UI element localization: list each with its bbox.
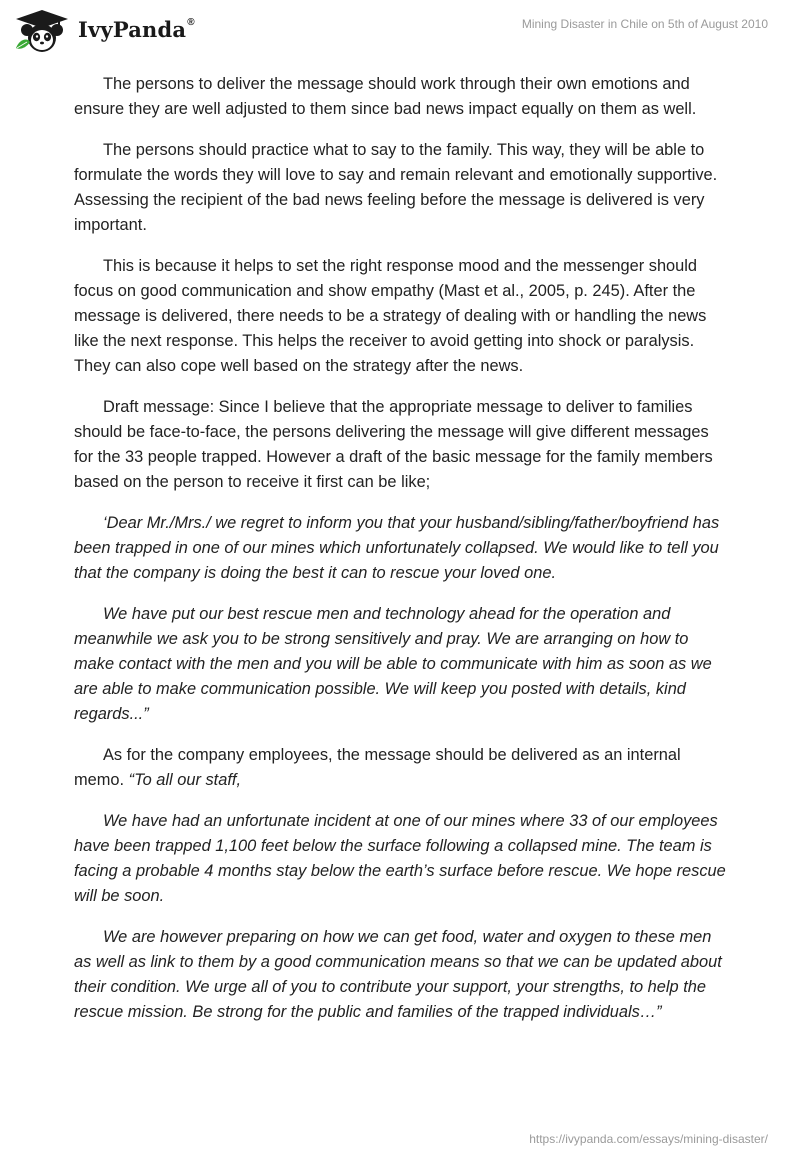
panda-graduate-icon <box>14 8 70 54</box>
quoted-paragraph: ‘Dear Mr./Mrs./ we regret to inform you that your husband/sibling/father/boyfriend has been trapped in one of our mines which unfortunately collapsed. We would like to tell you that the company is doing the best it can to rescue your loved one. <box>74 514 720 582</box>
paragraph: This is because it helps to set the right response mood and the messenger should focus on good communication and show empathy (Mast et al., 2005, p. 245). After the message is delivered, there needs to be a strategy of dealing with or handling the news like the next response. This helps the receiver to avoid getting into shock or paralysis. They can also cope well based on the strategy after the news. <box>74 257 707 375</box>
brand-name: IvyPanda® <box>78 17 195 42</box>
paragraph: The persons should practice what to say to the family. This way, they will be able to formulate the words they will love to say and remain relevant and emotionally supportive. Assessing the recipient of the bad news feeling before the message is delivered is very important. <box>74 141 718 234</box>
source-url-link[interactable]: https://ivypanda.com/essays/mining-disaster/ <box>529 1132 768 1146</box>
registered-mark: ® <box>187 17 195 28</box>
paragraph: The persons to deliver the message should work through their own emotions and ensure they are well adjusted to them since bad news impact equally on them as well. <box>74 75 697 118</box>
page-header <box>0 0 800 60</box>
quoted-paragraph: We have put our best rescue men and technology ahead for the operation and meanwhile we ask you to be strong sensitively and pray. We are arranging on how to make contact with the men and you will be able to communicate with him as soon as we are able to make communication possible. We will keep you posted with details, kind regards...” <box>74 605 712 723</box>
quoted-paragraph: We have had an unfortunate incident at one of our mines where 33 of our employees have been trapped 1,100 feet below the surface following a collapsed mine. The team is facing a probable 4 months stay below the earth’s surface before rescue. We hope rescue will be soon. <box>74 812 726 905</box>
essay-body <box>74 72 730 1041</box>
paragraph: Draft message: Since I believe that the appropriate message to deliver to families should be face-to-face, the persons delivering the message will give different messages for the 33 people trapped. However a draft of the basic message for the family members based on the person to receive it first can be like; <box>74 398 713 491</box>
paragraph <box>74 743 730 793</box>
memo-salutation: “To all our staff, <box>128 771 242 789</box>
paragraph-text: As for the company employees, the message should be delivered as an internal memo. <box>74 746 681 789</box>
ivypanda-logo[interactable] <box>14 8 214 54</box>
quoted-paragraph: We are however preparing on how we can get food, water and oxygen to these men as well as link to them by a good communication means so that we can be updated about their condition. We urge all of you to contribute your support, your strengths, to help the rescue mission. Be strong for the public and families of the trapped individuals…” <box>74 928 722 1021</box>
document-title: Mining Disaster in Chile on 5th of August 2010 <box>521 17 768 31</box>
